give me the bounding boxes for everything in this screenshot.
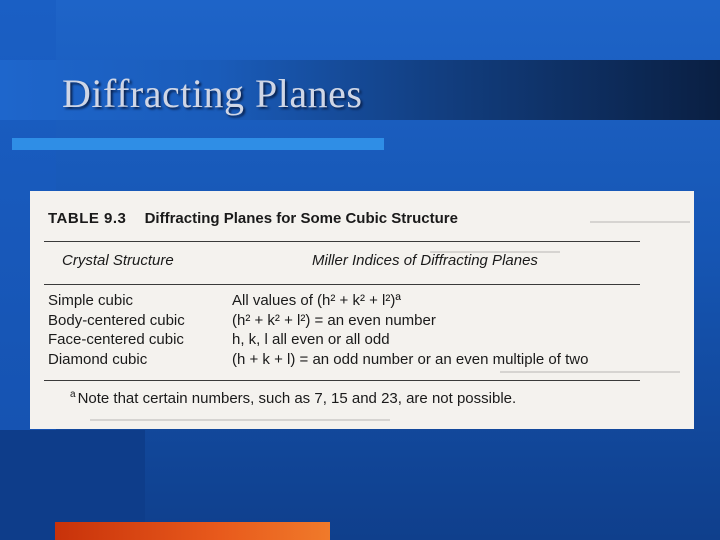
table-row bbox=[48, 330, 390, 349]
title-accent-bar bbox=[12, 138, 384, 150]
column-header-miller-indices: Miller Indices of Diffracting Planes bbox=[312, 252, 538, 269]
crystal-structure-cell: Simple cubic bbox=[48, 292, 134, 309]
bleed-through-mark bbox=[90, 419, 390, 421]
table-number: TABLE 9.3 bbox=[48, 210, 127, 227]
table-rule-header bbox=[44, 284, 640, 285]
crystal-structure-cell: Face-centered cubic bbox=[48, 331, 184, 348]
bleed-through-mark bbox=[500, 371, 680, 373]
bottom-accent-bar bbox=[55, 522, 330, 540]
miller-indices-cell: (h² + k² + l²) = an even number bbox=[232, 312, 436, 329]
miller-indices-cell: All values of (h² + k² + l²)ª bbox=[232, 292, 401, 309]
table-row bbox=[48, 311, 436, 330]
slide-title: Diffracting Planes bbox=[62, 71, 363, 116]
table-footnote bbox=[70, 389, 516, 407]
crystal-structure-cell: Body-centered cubic bbox=[48, 312, 185, 329]
footnote-mark: a bbox=[70, 389, 76, 400]
miller-indices-cell: h, k, l all even or all odd bbox=[232, 331, 390, 348]
scanned-table-image bbox=[30, 191, 694, 429]
footnote-text: Note that certain numbers, such as 7, 15 and 23, are not possible. bbox=[77, 390, 517, 407]
table-title: Diffracting Planes for Some Cubic Structure bbox=[144, 210, 458, 227]
table-caption bbox=[48, 210, 458, 227]
bleed-through-mark bbox=[590, 221, 690, 223]
miller-indices-cell: (h + k + l) = an odd number or an even multiple of two bbox=[232, 351, 589, 368]
table-row bbox=[48, 350, 588, 369]
crystal-structure-cell: Diamond cubic bbox=[48, 351, 148, 368]
table-rule-bottom bbox=[44, 380, 640, 381]
table-rule-top bbox=[44, 241, 640, 242]
column-header-crystal-structure: Crystal Structure bbox=[62, 252, 174, 269]
table-row bbox=[48, 291, 401, 310]
